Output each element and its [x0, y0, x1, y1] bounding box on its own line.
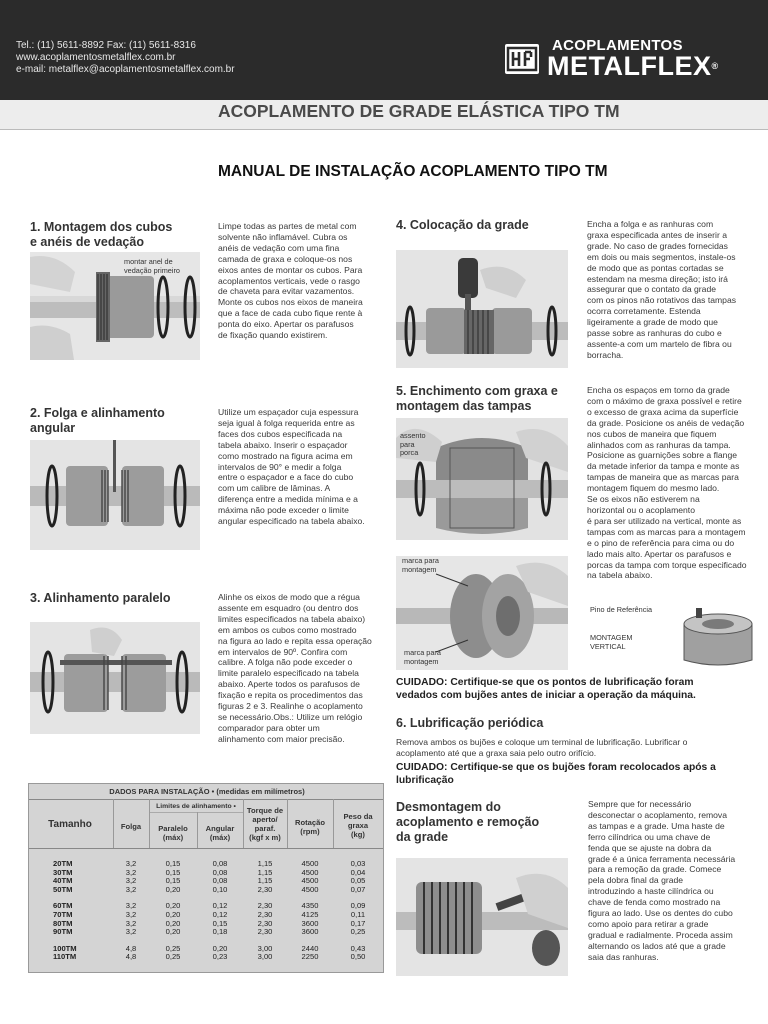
table-cell: 3600 [301, 927, 319, 937]
header-paralelo: Paralelo (máx) [158, 824, 188, 842]
section-4-title: 4. Colocação da grade [396, 218, 529, 232]
table-cell: 3,2 [125, 884, 137, 894]
table-cell: 3,2 [125, 876, 137, 886]
table-cell: 0,04 [350, 867, 366, 877]
table-cell: 2440 [301, 943, 319, 953]
table-cell: 0,25 [165, 952, 181, 962]
section-3-title: 3. Alinhamento paralelo [30, 591, 171, 605]
contact-phone: Tel.: (11) 5611-8892 Fax: (11) 5611-8316 [16, 40, 196, 51]
table-cell: 1,15 [257, 859, 273, 868]
header-torque: Torque de aperto/ paraf. (kgf x m) [246, 806, 284, 842]
table-cell: 1,15 [257, 876, 273, 886]
table-cell: 4,8 [125, 943, 137, 953]
table-cell: 40TM [53, 876, 73, 886]
table-cell: 2,30 [257, 927, 273, 937]
table-cell: 0,05 [350, 876, 366, 886]
section-3-text: Alinhe os eixos de modo que a régua assente em esquadro (ou dentro dos limites especificados na tabela abaixo) em ambos os cubos como mostrado na figura ao lado e repita essa operação em intervalos de 90º. Confira com calibre. A folga não pode exceder o limite paralelo especificado na tabela abaixo. Aperte todos os parafusos de fixação e repita os procedimentos das figuras 2 e 3. Realinhe o acoplamento se necessário.Obs.: Utilize um relógio comparador para obter um alinhamento com maior precisão. [218, 592, 372, 744]
table-cell: 50TM [53, 884, 73, 894]
table-cell: 0,25 [350, 927, 366, 937]
table-cell: 4350 [301, 901, 319, 911]
table-cell: 0,20 [165, 909, 181, 919]
table-cell: 4500 [301, 876, 319, 886]
table-cell: 2,30 [257, 884, 273, 894]
table-cell: 100TM [53, 943, 77, 953]
section-7-title: Desmontagem do acoplamento e remoção da grade [396, 800, 540, 844]
figure-grid-placement [396, 250, 568, 368]
table-cell: 0,43 [350, 943, 366, 953]
header-angular: Angular (máx) [205, 824, 235, 842]
section-1-title: 1. Montagem dos cubos e anéis de vedação [30, 220, 173, 249]
section-2-title: 2. Folga e alinhamento angular [30, 406, 165, 435]
table-cell: 60TM [53, 901, 73, 911]
table-cell: 0,08 [212, 876, 228, 886]
table-cell: 0,15 [165, 867, 181, 877]
table-cell: 4500 [301, 884, 319, 894]
contact-website[interactable]: www.acoplamentosmetalflex.com.br [16, 52, 176, 63]
column-paralelo [149, 860, 197, 962]
table-cell: 4125 [301, 909, 319, 919]
table-cell: 0,15 [165, 876, 181, 886]
brand-subtitle: ACOPLAMENTOS [552, 37, 683, 54]
header-tamanho: Tamanho [48, 819, 92, 830]
table-cell: 0,03 [350, 859, 366, 868]
metalflex-logo-icon [505, 44, 539, 74]
table-cell: 0,20 [165, 884, 181, 894]
figure-parallel-alignment [30, 622, 200, 734]
table-cell: 0,08 [212, 859, 228, 868]
table-cell: 3,2 [125, 859, 137, 868]
table-cell: 0,12 [212, 901, 228, 911]
header-peso: Peso da graxa (kg) [343, 812, 373, 839]
table-cell: 2,30 [257, 901, 273, 911]
table-cell: 0,08 [212, 867, 228, 877]
column-tamanho [53, 860, 93, 962]
section-5-title: 5. Enchimento com graxa e montagem das tampas [396, 384, 558, 413]
table-cell: 2,30 [257, 918, 273, 928]
header-limites: Limites de alinhamento • [156, 803, 236, 810]
figure-grid-removal [396, 858, 568, 976]
table-cell: 0,23 [212, 952, 228, 962]
table-cell: 0,20 [212, 943, 228, 953]
label-vertical-mounting: MONTAGEM VERTICAL [590, 633, 633, 651]
contact-email[interactable]: e-mail: metalflex@acoplamentosmetalflex.com.br [16, 64, 235, 75]
table-cell: 3,2 [125, 909, 137, 919]
section-6-text: Remova ambos os bujões e coloque um terminal de lubrificação. Lubrificar o acoplamento até que a graxa saia pelo outro orifício. [396, 737, 688, 758]
column-rotacao [287, 860, 333, 962]
table-cell: 90TM [53, 927, 73, 937]
table-cell: 0,15 [212, 918, 228, 928]
table-cell: 3,2 [125, 867, 137, 877]
table-cell: 3,2 [125, 927, 137, 937]
table-cell: 70TM [53, 909, 73, 919]
figure-gap-alignment [30, 440, 200, 550]
section-7-text: Sempre que for necessário desconectar o acoplamento, remova as tampas e a grade. Uma haste de ferro cilíndrica ou uma chave de fenda que se ajuste na dobra da grade é a única ferramenta necessária para a remoção da grade. Comece pela dobra final da grade introduzindo a haste cilíndrica ou chave de fenda como mostrado na figura ao lado. Use os dentes do cubo como apoio para retirar a grade gradual e radialmente. Proceda assim alternando os lados até que a grade saia das ranhuras. [588, 799, 736, 962]
table-cell: 0,11 [350, 909, 366, 919]
page-title: ACOPLAMENTO DE GRADE ELÁSTICA TIPO TM [218, 101, 620, 121]
column-folga [113, 860, 149, 962]
table-cell: 3600 [301, 918, 319, 928]
table-cell: 3,2 [125, 901, 137, 911]
brand-name: METALFLEX® [547, 51, 719, 81]
column-peso [333, 860, 383, 962]
table-cell: 0,50 [350, 952, 366, 962]
section-1-text: Limpe todas as partes de metal com solvente não inflamável. Cubra os anéis de vedação com uma fina camada de graxa e coloque-os nos eixos antes de montar os cubos. Para acoplamentos verticais, vede o rasgo de chaveta para evitar vazamentos. Monte os cubos nos eixos de maneira que a face de cada cubo fique rente à ponta do eixo. Apertar os parafusos de fixação quando existirem. [218, 221, 363, 341]
table-cell: 80TM [53, 918, 73, 928]
table-cell: 2,30 [257, 909, 273, 919]
table-cell: 2250 [301, 952, 319, 962]
table-cell: 20TM [53, 859, 73, 868]
label-mount-ring-first: montar anel de vedação primeiro [124, 257, 180, 275]
table-cell: 0,20 [165, 918, 181, 928]
label-mark-bottom: marca para montagem [404, 648, 441, 666]
header-rotacao: Rotação (rpm) [295, 818, 325, 836]
table-cell: 0,10 [212, 884, 228, 894]
table-cell: 4500 [301, 867, 319, 877]
label-reference-pin: Pino de Referência [590, 605, 653, 614]
caution-plugs-replaced: CUIDADO: Certifique-se que os bujões foram recolocados após a lubrificação [396, 762, 716, 786]
table-cell: 1,15 [257, 867, 273, 877]
figure-vertical-cover [676, 604, 760, 672]
table-cell: 4500 [301, 859, 319, 868]
table-cell: 4,8 [125, 952, 137, 962]
table-cell: 0,25 [165, 943, 181, 953]
installation-data-table [28, 783, 384, 973]
column-torque [243, 860, 287, 962]
table-cell: 0,07 [350, 884, 366, 894]
manual-title: MANUAL DE INSTALAÇÃO ACOPLAMENTO TIPO TM [218, 163, 608, 180]
label-nut-seat: assento para porca [400, 431, 426, 457]
section-2-text: Utilize um espaçador cuja espessura seja igual à folga requerida entre as faces dos cubos especificada na tabela abaixo. Inserir o espaçador como mostrado na figura acima em intervalos de 90° e medir a folga entre o espaçador e a face do cubo com um calibre de lâminas. A diferença entre a medida mínima e a máxima não pode exceder o limite angular especificado na tabela abaixo. [218, 407, 365, 527]
table-cell: 0,09 [350, 901, 366, 911]
table-cell: 0,12 [212, 909, 228, 919]
caution-lubrication-points: CUIDADO: Certifique-se que os pontos de lubrificação foram vedados com bujões antes de iniciar a operação da máquina. [396, 677, 696, 701]
table-cell: 3,2 [125, 918, 137, 928]
table-cell: 110TM [53, 952, 77, 962]
table-cell: 30TM [53, 867, 73, 877]
table-cell: 3,00 [257, 952, 273, 962]
table-cell: 0,20 [165, 901, 181, 911]
table-title: DADOS PARA INSTALAÇÃO • (medidas em milímetros) [109, 787, 305, 796]
table-cell: 3,00 [257, 943, 273, 953]
table-cell: 0,15 [165, 859, 181, 868]
contact-block [16, 40, 235, 76]
table-cell: 0,20 [165, 927, 181, 937]
table-cell: 0,17 [350, 918, 366, 928]
header-folga: Folga [120, 822, 142, 831]
label-mark-top: marca para montagem [402, 556, 439, 574]
column-angular [197, 860, 243, 962]
section-4-text: Encha a folga e as ranhuras com graxa especificada antes de inserir a grade. No caso de grades fornecidas em dois ou mais segmentos, instale-os de modo que as pontas cortadas se estendam na mesma direção; isto irá assegurar que o contato da grade com os pinos não rotativos das tampas ocorra corretamente. Estenda ligeiramente a grade de modo que passe sobre as ranhuras do cubo e assente-a com um martelo de fibra ou borracha. [587, 219, 737, 360]
section-6-title: 6. Lubrificação periódica [396, 716, 544, 730]
section-5-text: Encha os espaços em torno da grade com o máximo de graxa possível e retire o excesso de graxa acima da superfície da grade. Posicione os anéis de vedação nos cubos de maneira que fiquem alinhados com as ranhuras da tampa. Posicione as guarnições sobre a flange da metade inferior da tampa e monte as tampas de maneira que as marcas para montagem fiquem do mesmo lado. Se os eixos não estiverem na horizontal ou o acoplamento é para ser utilizado na vertical, monte as tampas com as marcas para a montagem e o pino de referência para cima ou do lado mais alto. Apertar os parafusos e porcas da tampa com torque especificado na tabela abaixo. [587, 385, 747, 581]
table-cell: 0,18 [212, 927, 228, 937]
